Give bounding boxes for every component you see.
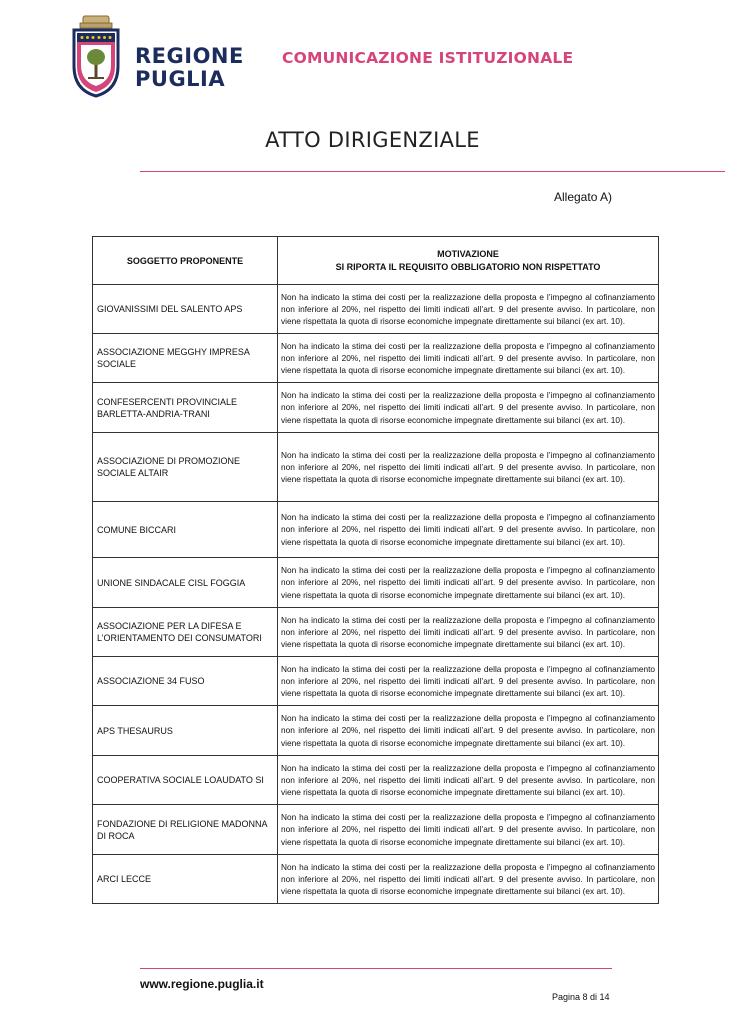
soggetto-cell: GIOVANISSIMI DEL SALENTO APS — [93, 285, 278, 334]
motivazione-cell: Non ha indicato la stima dei costi per la realizzazione della proposta e l’impegno al cofinanziamento non inferiore al 20%, nel rispetto dei limiti indicati all’art. 9 del presente avviso. In particolare, non viene rispettata la quota di risorse economiche impegnate direttamente sui bilanci (ex art. 10). — [278, 334, 659, 383]
table-row — [93, 558, 659, 608]
table-row — [93, 608, 659, 657]
motivazione-cell: Non ha indicato la stima dei costi per la realizzazione della proposta e l’impegno al cofinanziamento non inferiore al 20%, nel rispetto dei limiti indicati all’art. 9 del presente avviso. In particolare, non viene rispettata la quota di risorse economiche impegnate direttamente sui bilanci (ex art. 10). — [278, 433, 659, 502]
table-row — [93, 706, 659, 756]
motivazione-cell: Non ha indicato la stima dei costi per la realizzazione della proposta e l’impegno al cofinanziamento non inferiore al 20%, nel rispetto dei limiti indicati all’art. 9 del presente avviso. In particolare, non viene rispettata la quota di risorse economiche impegnate direttamente sui bilanci (ex art. 10). — [278, 756, 659, 805]
motivazione-cell: Non ha indicato la stima dei costi per la realizzazione della proposta e l’impegno al cofinanziamento non inferiore al 20%, nel rispetto dei limiti indicati all’art. 9 del presente avviso. In particolare, non viene rispettata la quota di risorse economiche impegnate direttamente sui bilanci (ex art. 10). — [278, 657, 659, 706]
attachment-label: Allegato A) — [554, 190, 613, 204]
soggetto-cell: ARCI LECCE — [93, 855, 278, 904]
motivazione-cell: Non ha indicato la stima dei costi per la realizzazione della proposta e l’impegno al cofinanziamento non inferiore al 20%, nel rispetto dei limiti indicati all’art. 9 del presente avviso. In particolare, non viene rispettata la quota di risorse economiche impegnate direttamente sui bilanci (ex art. 10). — [278, 558, 659, 608]
motivazione-cell: Non ha indicato la stima dei costi per la realizzazione della proposta e l’impegno al cofinanziamento non inferiore al 20%, nel rispetto dei limiti indicati all’art. 9 del presente avviso. In particolare, non viene rispettata la quota di risorse economiche impegnate direttamente sui bilanci (ex art. 10). — [278, 383, 659, 433]
table-row — [93, 805, 659, 855]
soggetto-cell: CONFESERCENTI PROVINCIALE BARLETTA-ANDRIA-TRANI — [93, 383, 278, 433]
table-row — [93, 383, 659, 433]
motivazione-cell: Non ha indicato la stima dei costi per la realizzazione della proposta e l’impegno al cofinanziamento non inferiore al 20%, nel rispetto dei limiti indicati all’art. 9 del presente avviso. In particolare, non viene rispettata la quota di risorse economiche impegnate direttamente sui bilanci (ex art. 10). — [278, 706, 659, 756]
table-header-row — [93, 237, 659, 285]
table-body — [93, 285, 659, 904]
brand-line2: PUGLIA — [135, 67, 226, 91]
col-header-motivazione — [278, 237, 659, 285]
motivazione-cell: Non ha indicato la stima dei costi per la realizzazione della proposta e l’impegno al cofinanziamento non inferiore al 20%, nel rispetto dei limiti indicati all’art. 9 del presente avviso. In particolare, non viene rispettata la quota di risorse economiche impegnate direttamente sui bilanci (ex art. 10). — [278, 855, 659, 904]
soggetto-cell: ASSOCIAZIONE 34 FUSO — [93, 657, 278, 706]
table-row — [93, 657, 659, 706]
motivazione-cell: Non ha indicato la stima dei costi per la realizzazione della proposta e l’impegno al cofinanziamento non inferiore al 20%, nel rispetto dei limiti indicati all’art. 9 del presente avviso. In particolare, non viene rispettata la quota di risorse economiche impegnate direttamente sui bilanci (ex art. 10). — [278, 502, 659, 558]
header-divider — [140, 171, 725, 172]
page-number: Pagina 8 di 14 — [552, 992, 610, 1002]
section-heading: COMUNICAZIONE ISTITUZIONALE — [282, 49, 574, 67]
motivazione-cell: Non ha indicato la stima dei costi per la realizzazione della proposta e l’impegno al cofinanziamento non inferiore al 20%, nel rispetto dei limiti indicati all’art. 9 del presente avviso. In particolare, non viene rispettata la quota di risorse economiche impegnate direttamente sui bilanci (ex art. 10). — [278, 805, 659, 855]
table-row — [93, 285, 659, 334]
table-row — [93, 334, 659, 383]
soggetto-cell: ASSOCIAZIONE PER LA DIFESA E L’ORIENTAMENTO DEI CONSUMATORI — [93, 608, 278, 657]
soggetto-cell: COMUNE BICCARI — [93, 502, 278, 558]
page-title: ATTO DIRIGENZIALE — [265, 128, 480, 152]
table-row — [93, 756, 659, 805]
website-link[interactable]: www.regione.puglia.it — [140, 977, 264, 991]
motivazione-cell: Non ha indicato la stima dei costi per la realizzazione della proposta e l’impegno al cofinanziamento non inferiore al 20%, nel rispetto dei limiti indicati all’art. 9 del presente avviso. In particolare, non viene rispettata la quota di risorse economiche impegnate direttamente sui bilanci (ex art. 10). — [278, 285, 659, 334]
motivazione-cell: Non ha indicato la stima dei costi per la realizzazione della proposta e l’impegno al cofinanziamento non inferiore al 20%, nel rispetto dei limiti indicati all’art. 9 del presente avviso. In particolare, non viene rispettata la quota di risorse economiche impegnate direttamente sui bilanci (ex art. 10). — [278, 608, 659, 657]
footer-divider — [140, 968, 612, 969]
col-header-soggetto: SOGGETTO PROPONENTE — [93, 237, 278, 285]
soggetto-cell: COOPERATIVA SOCIALE LOAUDATO SI — [93, 756, 278, 805]
soggetto-cell: FONDAZIONE DI RELIGIONE MADONNA DI ROCA — [93, 805, 278, 855]
table-row — [93, 433, 659, 502]
col-header-motivazione-line1: MOTIVAZIONE — [437, 248, 499, 259]
regione-puglia-crest-icon — [70, 14, 122, 98]
soggetto-cell: UNIONE SINDACALE CISL FOGGIA — [93, 558, 278, 608]
rejection-table — [92, 236, 659, 904]
soggetto-cell: ASSOCIAZIONE MEGGHY IMPRESA SOCIALE — [93, 334, 278, 383]
brand-name — [135, 45, 244, 91]
soggetto-cell: ASSOCIAZIONE DI PROMOZIONE SOCIALE ALTAIR — [93, 433, 278, 502]
col-header-motivazione-line2: SI RIPORTA IL REQUISITO OBBLIGATORIO NON RISPETTATO — [335, 261, 601, 272]
table-row — [93, 855, 659, 904]
brand-line1: REGIONE — [135, 44, 244, 68]
table-row — [93, 502, 659, 558]
soggetto-cell: APS THESAURUS — [93, 706, 278, 756]
